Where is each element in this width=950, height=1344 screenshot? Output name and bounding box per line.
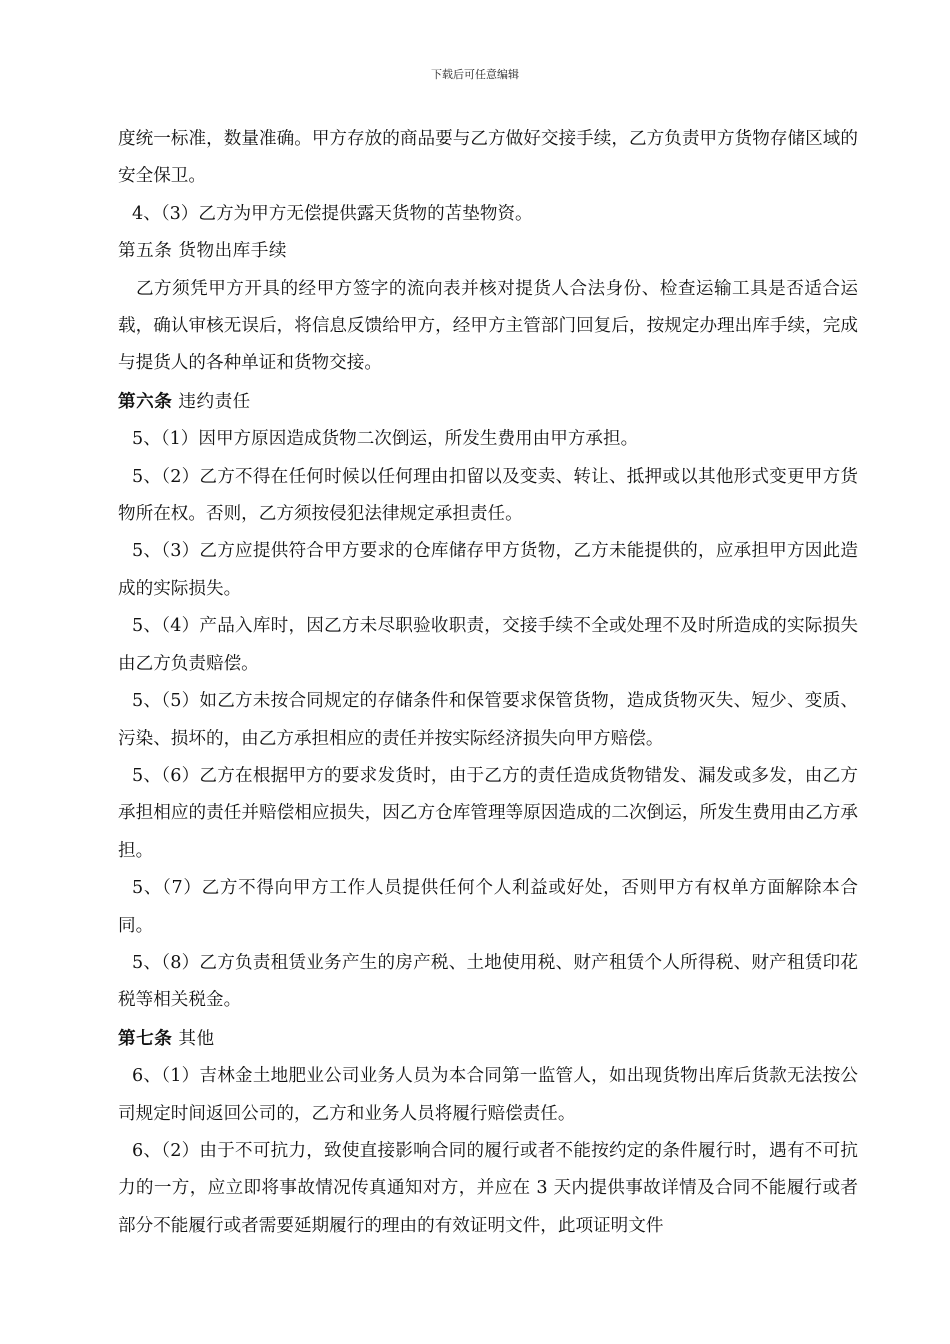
section-7-heading [118, 1020, 858, 1058]
clause-5-1: 5、（1）因甲方原因造成货物二次倒运，所发生费用由甲方承担。 [132, 429, 639, 450]
clause-5-6: 5、（6）乙方在根据甲方的要求发货时，由于乙方的责任造成货物错发、漏发或多发，由乙方承担相应的责任并赔偿相应损失，因乙方仓库管理等原因造成的二次倒运，所发生费用由乙方承担。 [118, 765, 858, 861]
paragraph-outbound-procedure: 乙方须凭甲方开具的经甲方签字的流向表并核对提货人合法身份、检查运输工具是否适合运载，确认审核无误后，将信息反馈给甲方，经甲方主管部门回复后，按规定办理出库手续，完成与提货人的各种单证和货物交接。 [118, 278, 858, 374]
clause-5-5: 5、（5）如乙方未按合同规定的存储条件和保管要求保管货物，造成货物灭失、短少、变质、污染、损坏的，由乙方承担相应的责任并按实际经济损失向甲方赔偿。 [118, 691, 858, 749]
clause-4-3: 4、（3）乙方为甲方无偿提供露天货物的苫垫物资。 [132, 203, 533, 224]
clause-6-2: 6、（2）由于不可抗力，致使直接影响合同的履行或者不能按约定的条件履行时，遇有不可抗力的一方，应立即将事故情况传真通知对方，并应在 3 天内提供事故详情及合同不能履行或者部分不能履行或者需要延期履行的理由的有效证明文件，此项证明文件 [118, 1140, 858, 1236]
clause-5-2: 5、（2）乙方不得在任何时候以任何理由扣留以及变卖、转让、抵押或以其他形式变更甲方货物所在权。否则，乙方须按侵犯法律规定承担责任。 [118, 466, 858, 525]
document-body [118, 121, 858, 1245]
section-6-label: 第六条 [118, 390, 173, 412]
clause-6-1: 6、（1）吉林金土地肥业公司业务人员为本合同第一监管人，如出现货物出库后货款无法按公司规定时间返回公司的，乙方和业务人员将履行赔偿责任。 [118, 1066, 858, 1124]
paragraph-storage-standard: 度统一标准，数量准确。甲方存放的商品要与乙方做好交接手续，乙方负责甲方货物存储区域的安全保卫。 [118, 129, 858, 187]
clause-5-4: 5、（4）产品入库时，因乙方未尽职验收职责，交接手续不全或处理不及时所造成的实际损失由乙方负责赔偿。 [118, 616, 858, 674]
section-7-label: 第七条 [118, 1027, 173, 1049]
section-6-heading [118, 383, 858, 421]
section-5-title: 货物出库手续 [178, 241, 287, 262]
clause-5-7: 5、（7）乙方不得向甲方工作人员提供任何个人利益或好处，否则甲方有权单方面解除本合同。 [118, 878, 858, 936]
clause-5-3: 5、（3）乙方应提供符合甲方要求的仓库储存甲方货物，乙方未能提供的，应承担甲方因此造成的实际损失。 [118, 541, 858, 599]
section-5-label: 第五条 [118, 241, 173, 262]
clause-5-8: 5、（8）乙方负责租赁业务产生的房产税、土地使用税、财产租赁个人所得税、财产租赁印花税等相关税金。 [118, 952, 858, 1011]
section-5-heading [118, 233, 858, 270]
page-header: 下载后可任意编辑 [431, 68, 519, 81]
section-7-title: 其他 [178, 1028, 215, 1049]
section-6-title: 违约责任 [178, 391, 251, 412]
